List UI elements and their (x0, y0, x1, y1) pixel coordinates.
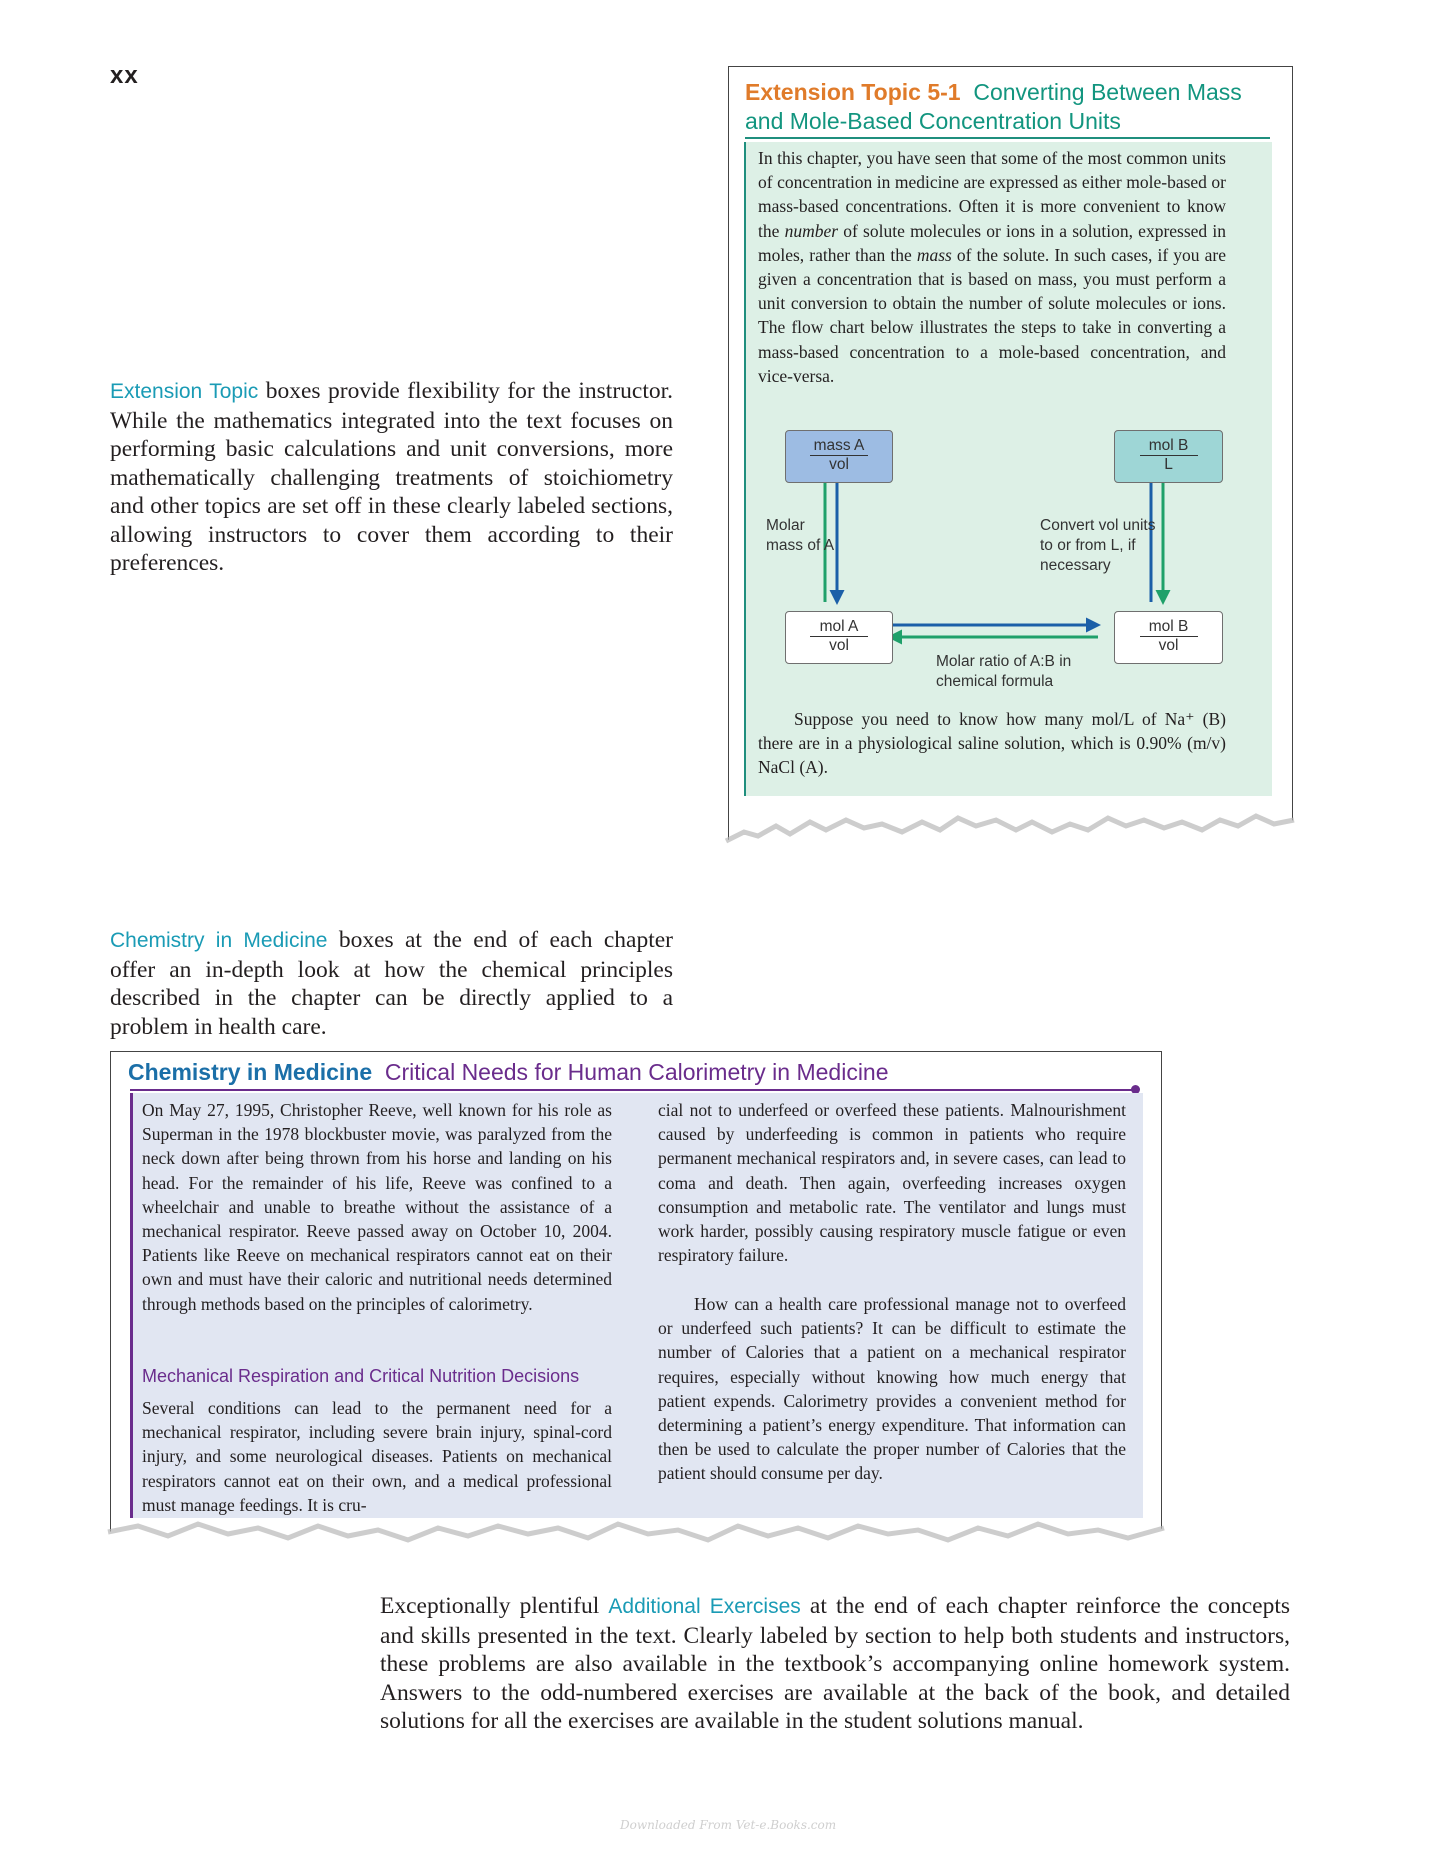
chemistry-title-rule (130, 1089, 1135, 1091)
chemistry-in-medicine-intro (110, 926, 673, 1041)
label-molar-mass: Molar mass of A (766, 517, 835, 554)
fraction-denominator: vol (829, 456, 849, 473)
extension-topic-heading (745, 78, 1275, 136)
additional-exercises-paragraph (380, 1592, 1290, 1736)
chemistry-in-medicine-intro-text: boxes at the end of each chapter offer an in-depth look at how the chemical principles described in the chapter can be directly applied to a problem in health care. (110, 927, 673, 1040)
fraction-numerator: mol B (1140, 437, 1198, 456)
extension-title-rule (745, 137, 1270, 139)
page-number: xx (110, 62, 139, 89)
paragraph-part: of the solute. In such cases, if you are given a concentration that is based on mass, you must perform a unit conversion to obtain the number of solute molecules or ions. The flow chart below illustrates the steps to take in converting a mass-based concentration to a mole-based concentration, and vice-versa. (758, 244, 1226, 386)
chemistry-column2-paragraph2: How can a health care professional manage not to overfeed or underfeed such patients? It can be difficult to estimate the number of Calories that a patient on a mechanical respirator requires, especially without knowing how much energy that patient expends. Calorimetry provides a convenient method for determining a patient’s energy expenditure. That information can then be used to calculate the proper number of Calories that the patient should consume per day. (658, 1294, 1126, 1484)
flowchart-box-mol-b-per-l (1114, 430, 1223, 483)
extension-topic-label: Extension Topic 5-1 (745, 79, 961, 105)
fraction-numerator: mass A (810, 437, 868, 456)
flowchart-box-mass-a (785, 430, 893, 483)
paragraph-text: at the end of each chapter reinforce the concepts and skills presented in the text. Clearly labeled by section to help both students and instructors, these problems are also available in the textbook’s accompanying online homework system. Answers to the odd-numbered exercises are available at the back of the book, and detailed solutions for all the exercises are available in the student solutions manual. (380, 1593, 1291, 1734)
extension-topic-example: Suppose you need to know how many mol/L of Na⁺ (B) there are in a physiological saline solution, which is 0.90% (m/v) NaCl (A). (758, 709, 1226, 778)
paragraph-part: of solute molecules or ions in a solution, expressed in moles, rather than the (758, 220, 1226, 265)
chemistry-in-medicine-title: Critical Needs for Human Calorimetry in Medicine (384, 1059, 889, 1085)
extension-topic-intro-text: boxes provide flexibility for the instructor. While the mathematics integrated into the text focuses on performing basic calculations and unit conversions, more mathematically challenging treatments of stoichiometry and other topics are set off in these clearly labeled sections, allowing instructors to cover them according to their preferences. (110, 378, 674, 576)
additional-exercises-highlight: Additional Exercises (608, 1595, 801, 1618)
chemistry-column1-paragraph1: On May 27, 1995, Christopher Reeve, well known for his role as Superman in the 1978 blockbuster movie, was paralyzed from the neck down after being thrown from his horse and landing on his head. For the remainder of his life, Reeve was confined to a wheelchair and unable to breathe without the assistance of a mechanical respirator. Reeve passed away on October 10, 2004. Patients like Reeve on mechanical respirators cannot eat on their own and must have their caloric and nutritional needs determined through methods based on the principles of calorimetry. (142, 1100, 612, 1314)
label-convert-volume: Convert vol units to or from L, if necessary (1040, 517, 1156, 574)
extension-topic-paragraph (758, 146, 1226, 388)
chemistry-column2-paragraph1: cial not to underfeed or overfeed these patients. Malnourishment caused by underfeeding is common in patients who require permanent mechanical respirators and, in severe cases, can lead to coma and death. Then again, overfeeding increases oxygen consumption and metabolic rate. The ventilator and lungs must work harder, possibly causing respiratory muscle fatigue or even respiratory failure. (658, 1100, 1126, 1266)
fraction-denominator: vol (1158, 637, 1179, 654)
emphasis-mass: mass (916, 244, 952, 265)
flowchart-box-mol-a (785, 611, 893, 664)
torn-edge-chemistry (108, 1518, 1164, 1580)
paragraph-part: In this chapter, you have seen that some of the most common units of concentration in medicine are expressed as either mole-based or mass-based concentrations. Often it is more convenient to know the (758, 148, 1226, 241)
emphasis-number: number (784, 220, 839, 241)
fraction-numerator: mol A (810, 618, 868, 637)
label-molar-ratio: Molar ratio of A:B in chemical formula (936, 653, 1072, 690)
extension-topic-highlight: Extension Topic (110, 380, 259, 403)
flowchart-box-mol-b (1114, 611, 1223, 664)
torn-edge-extension (726, 796, 1294, 881)
chemistry-in-medicine-heading (128, 1058, 1128, 1086)
watermark: Downloaded From Vet-e.Books.com (620, 1818, 837, 1832)
fraction-numerator: mol B (1140, 618, 1198, 637)
paragraph-lead: Exceptionally plentiful (380, 1593, 609, 1619)
extension-topic-intro (110, 377, 673, 578)
fraction-denominator: vol (829, 637, 849, 654)
chemistry-column1-paragraph2: Several conditions can lead to the permanent need for a mechanical respirator, including severe brain injury, spinal-cord injury, and some neurological diseases. Patients on mechanical respirators cannot eat on their own, and a medical professional must manage feedings. It is cru- (142, 1398, 612, 1515)
chemistry-subheading: Mechanical Respiration and Critical Nutrition Decisions (142, 1366, 580, 1386)
fraction-denominator: L (1164, 456, 1173, 473)
chemistry-in-medicine-label: Chemistry in Medicine (128, 1059, 373, 1085)
extension-topic-title: Converting Between Mass and Mole-Based Concentration Units (745, 79, 1242, 134)
chemistry-in-medicine-highlight: Chemistry in Medicine (110, 929, 328, 952)
